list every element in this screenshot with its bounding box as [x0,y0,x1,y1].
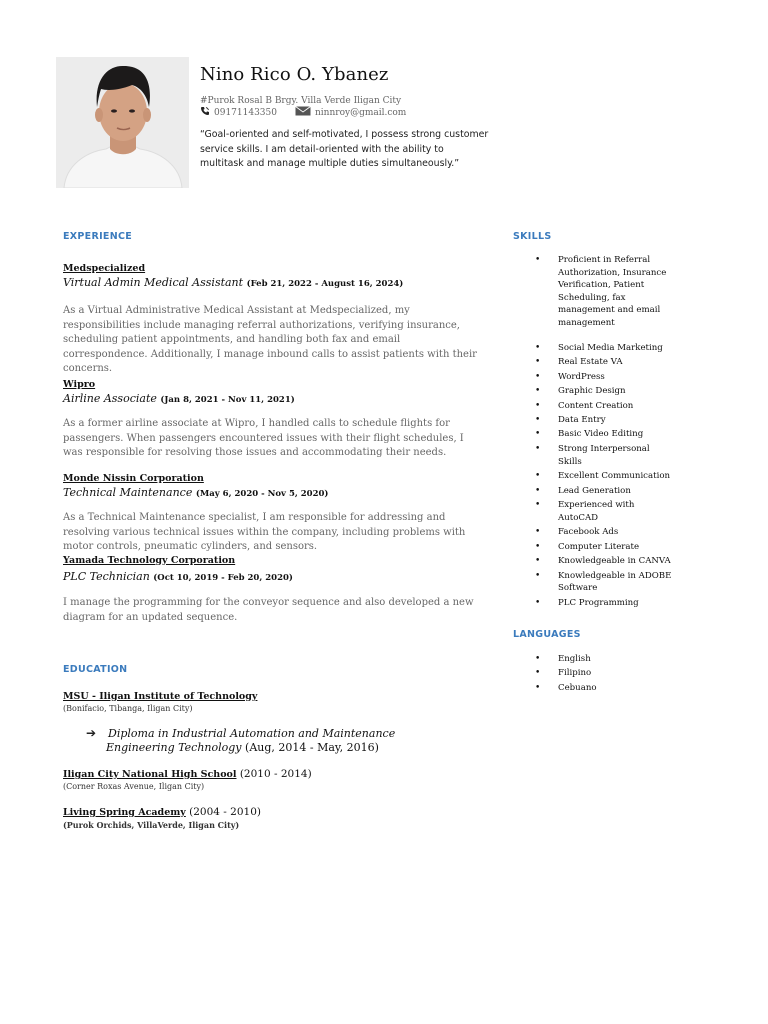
skill-item: • Real Estate VA [535,356,675,369]
job-company: Yamada Technology Corporation [63,555,236,566]
skill-item: • Data Entry [535,414,675,427]
school-name-line [63,768,312,780]
job-company: Monde Nissin Corporation [63,473,204,484]
contact-line [200,106,406,119]
skill-item: • Excellent Communication [535,470,675,483]
experience-heading: EXPERIENCE [63,231,133,242]
skill-item: • WordPress [535,371,675,384]
job-role-line [63,392,295,405]
skills-list [535,254,675,611]
job-role-line [63,276,403,289]
job-dates: (May 6, 2020 - Nov 5, 2020) [195,489,329,499]
arrow-right-icon: ➔ [86,726,97,740]
job-role: Virtual Admin Medical Assistant [63,276,244,289]
job-role: Technical Maintenance [63,486,193,499]
objective-statement: “Goal-oriented and self-motivated, I possess strong customer service skills. I am detail-oriented with the ability to multitask and manage multiple duties simultaneously.” [200,129,489,169]
school-years: (2004 - 2010) [189,806,261,818]
school-name: Iligan City National High School [63,769,237,780]
job-description: I manage the programming for the conveyor sequence and also developed a new diagram for an updated sequence. [63,597,474,623]
job-role-line [63,486,328,499]
address: #Purok Rosal B Brgy. Villa Verde Iligan City [200,96,402,106]
program-name: Diploma in Industrial Automation and Maintenance Engineering Technology [106,727,396,754]
skill-item: • Basic Video Editing [535,428,675,441]
profile-photo [56,57,189,188]
job-role-line [63,570,293,583]
skill-item: • PLC Programming [535,597,675,610]
education-heading: EDUCATION [63,664,128,675]
skill-item: • Facebook Ads [535,526,675,539]
skill-item: • Proficient in Referral Authorization, Insurance Verification, Patient Scheduling, fax management and email management [535,254,675,330]
person-portrait-icon [56,57,189,188]
skill-item: • Graphic Design [535,385,675,398]
skill-item: • Social Media Marketing [535,342,675,355]
job-description: As a Technical Maintenance specialist, I am responsible for addressing and resolving various technical issues within the company, including problems with motor controls, pneumatic cylinders, and sensors. [63,512,466,553]
school-location: (Purok Orchids, VillaVerde, Iligan City) [63,820,240,830]
skill-item: • Computer Literate [535,541,675,554]
school-name-line [63,806,261,818]
skill-item: • Content Creation [535,400,675,413]
program-years: (Aug, 2014 - May, 2016) [245,741,379,754]
email-icon [295,106,311,119]
skill-item: • Experienced with AutoCAD [535,499,675,524]
skills-heading: SKILLS [513,231,552,242]
job-dates: (Oct 10, 2019 - Feb 20, 2020) [153,573,293,583]
languages-list [535,653,675,696]
language-item: • English [535,653,675,666]
school-years: (2010 - 2014) [239,768,312,780]
job-company: Medspecialized [63,263,146,274]
full-name: Nino Rico O. Ybanez [200,64,389,85]
language-item: • Filipino [535,667,675,680]
school-location: (Bonifacio, Tibanga, Iligan City) [63,704,193,713]
skill-item: • Lead Generation [535,485,675,498]
job-description: As a Virtual Administrative Medical Assistant at Medspecialized, my responsibilities include managing referral authorizations, verifying insurance, scheduling patient appointments, and handling both fax and email correspondence. Additionally, I manage inbound calls to assist patients with their concerns. [63,305,477,375]
school-name-line [63,691,257,702]
job-dates: (Jan 8, 2021 - Nov 11, 2021) [160,395,295,405]
languages-heading: LANGUAGES [513,629,581,640]
school-name: MSU - Iligan Institute of Technology [63,691,258,702]
job-role: Airline Associate [63,392,157,405]
phone-number[interactable]: 09171143350 [214,108,277,118]
phone-icon [200,106,210,119]
skill-item: • Strong Interpersonal Skills [535,443,675,468]
email-address[interactable]: ninnroy@gmail.com [315,108,407,118]
school-location: (Corner Roxas Avenue, Iligan City) [63,782,205,791]
school-name: Living Spring Academy [63,807,186,818]
job-company: Wipro [63,379,96,390]
job-description: As a former airline associate at Wipro, I handled calls to schedule flights for passengers. When passengers encountered issues with their flight schedules, I was responsible for resolving those issues and accommodating their needs. [63,418,464,459]
diploma-program [106,727,406,755]
job-role: PLC Technician [63,570,150,583]
skill-item: • Knowledgeable in CANVA [535,555,675,568]
language-item: • Cebuano [535,682,675,695]
skill-item: • Knowledgeable in ADOBE Software [535,570,675,595]
job-dates: (Feb 21, 2022 - August 16, 2024) [246,279,404,289]
